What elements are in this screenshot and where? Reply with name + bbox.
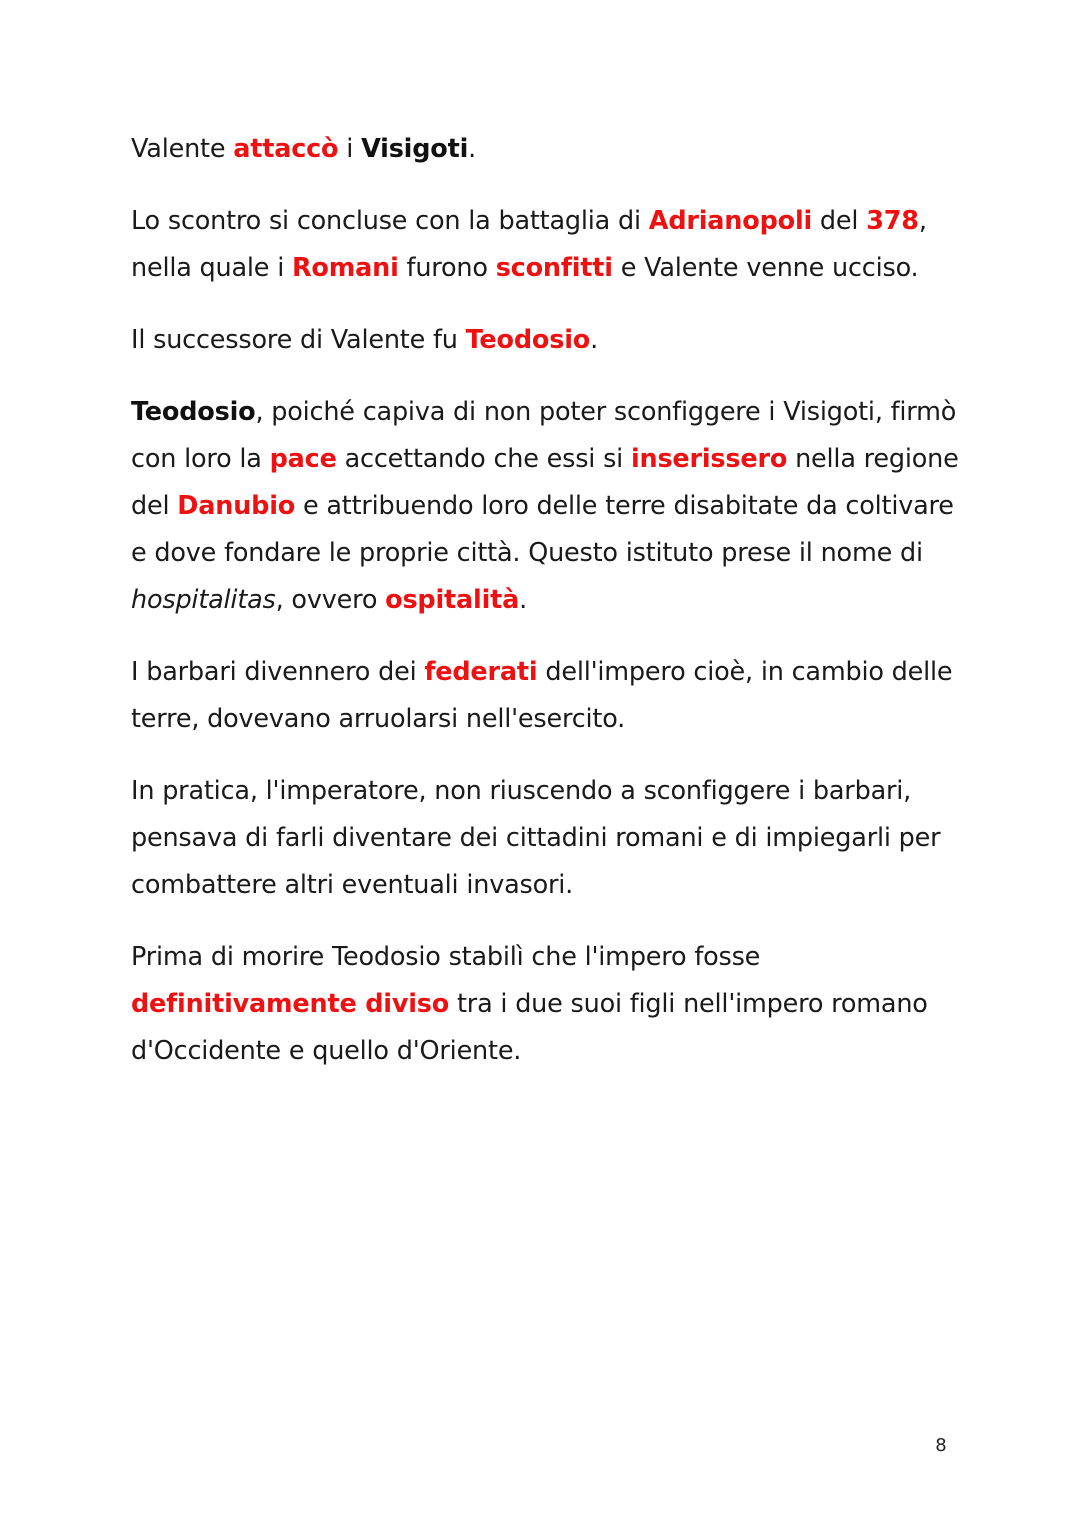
text-span: furono	[398, 253, 496, 283]
highlight-term: federati	[424, 657, 538, 687]
highlight-term: Teodosio	[465, 325, 591, 355]
highlight-term: definitivamente diviso	[131, 989, 450, 1019]
highlight-term: Romani	[292, 253, 399, 283]
paragraph-7	[131, 934, 961, 1075]
text-span: e Valente venne ucciso.	[612, 253, 919, 283]
text-span: accettando che essi si	[336, 444, 631, 474]
text-span: .	[468, 134, 477, 164]
text-span: e attribuendo loro delle terre disabitate da coltivare e dove fondare le proprie città. Questo istituto prese il nome di	[131, 491, 954, 568]
text-span: dell'impero cioè, in cambio delle terre, dovevano arruolarsi nell'esercito.	[131, 657, 953, 734]
highlight-term: ospitalità	[385, 585, 520, 615]
text-span: In pratica, l'imperatore, non riuscendo a sconfiggere i barbari, pensava di farli diventare dei cittadini romani e di impiegarli per combattere altri eventuali invasori.	[131, 776, 941, 900]
highlight-term: 378	[866, 206, 919, 236]
text-span: , nella quale i	[131, 206, 927, 283]
text-span: .	[519, 585, 528, 615]
paragraph-3	[131, 317, 961, 364]
text-span: Il successore di Valente fu	[131, 325, 466, 355]
text-span: , poiché capiva di non poter sconfiggere i Visigoti, firmò con loro la	[131, 397, 957, 474]
text-span: tra i due suoi figli nell'impero romano d'Occidente e quello d'Oriente.	[131, 989, 928, 1066]
italic-term: hospitalitas	[131, 585, 276, 615]
paragraph-4	[131, 389, 961, 624]
text-span: nella regione del	[131, 444, 959, 521]
paragraph-5	[131, 649, 961, 743]
text-span: del	[812, 206, 867, 236]
highlight-term: inserissero	[630, 444, 788, 474]
paragraph-2	[131, 198, 961, 292]
text-span: Valente	[131, 134, 234, 164]
text-span: Prima di morire Teodosio stabilì che l'impero fosse	[131, 942, 761, 972]
highlight-term: pace	[269, 444, 337, 474]
text-span: Lo scontro si concluse con la battaglia di	[131, 206, 649, 236]
highlight-term: sconfitti	[495, 253, 613, 283]
paragraph-1	[131, 126, 961, 173]
text-span: i	[338, 134, 362, 164]
highlight-term: attaccò	[233, 134, 339, 164]
highlight-term: Danubio	[177, 491, 296, 521]
text-span: I barbari divennero dei	[131, 657, 425, 687]
text-span: .	[590, 325, 598, 355]
paragraph-6	[131, 768, 961, 909]
page-content	[131, 126, 961, 1100]
bold-term: Teodosio	[131, 397, 256, 427]
text-span: , ovvero	[275, 585, 386, 615]
page-number: 8	[935, 1435, 947, 1456]
highlight-term: Adrianopoli	[648, 206, 813, 236]
bold-term: Visigoti	[361, 134, 469, 164]
